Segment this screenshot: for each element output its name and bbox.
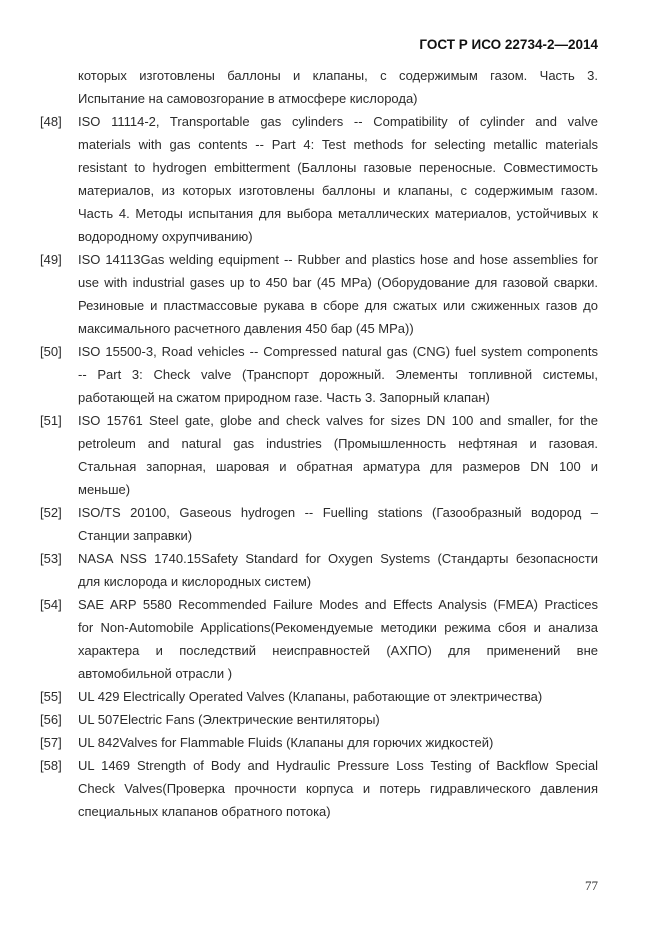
text-line: которых изготовлены баллоны и клапаны, с содержимым газом. Часть 3. (78, 68, 598, 83)
reference-entry (40, 731, 598, 754)
reference-number: [52] (40, 505, 62, 520)
text-line: petroleum and natural gas industries (Промышленность нефтяная и газовая. (78, 436, 598, 451)
reference-entry (40, 501, 598, 547)
reference-number: [50] (40, 344, 62, 359)
reference-text (78, 501, 598, 547)
reference-number: [55] (40, 689, 62, 704)
reference-entry (40, 593, 598, 685)
reference-number: [49] (40, 252, 62, 267)
text-line: NASA NSS 1740.15Safety Standard for Oxygen Systems (Стандарты безопасности (78, 551, 598, 566)
text-line: меньше) (78, 482, 131, 497)
reference-text (78, 340, 598, 409)
continuation-text (78, 64, 598, 110)
reference-text (78, 731, 598, 754)
reference-entry (40, 248, 598, 340)
reference-entry (40, 110, 598, 248)
references-list (40, 64, 598, 823)
text-line: Стальная запорная, шаровая и обратная арматура для размеров DN 100 и (78, 459, 598, 474)
text-line: -- Part 3: Check valve (Транспорт дорожный. Элементы топливной системы, (78, 367, 598, 382)
page-number: 77 (585, 878, 598, 893)
reference-text (78, 685, 598, 708)
reference-text (78, 708, 598, 731)
text-line: характера и последствий неисправностей (АХПО) для применений вне (78, 643, 598, 658)
reference-text (78, 248, 598, 340)
text-line: ISO 11114-2, Transportable gas cylinders -- Compatibility of cylinder and valve (78, 114, 598, 129)
reference-entry (40, 685, 598, 708)
reference-number: [58] (40, 758, 62, 773)
text-line: resistant to hydrogen embitterment (Баллоны газовые переносные. Совместимость (78, 160, 598, 175)
text-line: SAE ARP 5580 Recommended Failure Modes and Effects Analysis (FMEA) Practices (78, 597, 598, 612)
text-line: ISO/TS 20100, Gaseous hydrogen -- Fuelling stations (Газообразный водород – (78, 505, 598, 520)
reference-text (78, 409, 598, 501)
text-line: ISO 14113Gas welding equipment -- Rubber and plastics hose and hose assemblies for (78, 252, 598, 267)
text-line: UL 842Valves for Flammable Fluids (Клапаны для горючих жидкостей) (78, 735, 494, 750)
text-line: водородному охрупчиванию) (78, 229, 253, 244)
reference-number: [57] (40, 735, 62, 750)
text-line: работающей на сжатом природном газе. Часть 3. Запорный клапан) (78, 390, 490, 405)
reference-text (78, 110, 598, 248)
text-line: UL 429 Electrically Operated Valves (Клапаны, работающие от электричества) (78, 689, 543, 704)
reference-number: [56] (40, 712, 62, 727)
reference-text (78, 593, 598, 685)
text-line: автомобильной отрасли ) (78, 666, 233, 681)
text-line: максимального расчетного давления 450 бар (45 MPa)) (78, 321, 414, 336)
text-line: Check Valves(Проверка прочности корпуса и потерь гидравлического давления (78, 781, 598, 796)
document-header: ГОСТ Р ИСО 22734-2—2014 (419, 37, 598, 52)
text-line: Часть 4. Методы испытания для выбора металлических материалов, устойчивых к (78, 206, 598, 221)
text-line: UL 507Electric Fans (Электрические вентиляторы) (78, 712, 380, 727)
text-line: materials with gas contents -- Part 4: Test methods for selecting metallic materials (78, 137, 598, 152)
text-line: ISO 15500-3, Road vehicles -- Compressed natural gas (CNG) fuel system components (78, 344, 598, 359)
text-line: для кислорода и кислородных систем) (78, 574, 312, 589)
text-line: UL 1469 Strength of Body and Hydraulic Pressure Loss Testing of Backflow Special (78, 758, 598, 773)
reference-text (78, 547, 598, 593)
text-line: Станции заправки) (78, 528, 193, 543)
reference-entry (40, 547, 598, 593)
reference-text (78, 754, 598, 823)
text-line: Испытание на самовозгорание в атмосфере кислорода) (78, 91, 418, 106)
reference-number: [51] (40, 413, 62, 428)
reference-number: [53] (40, 551, 62, 566)
reference-entry (40, 708, 598, 731)
reference-number: [48] (40, 114, 62, 129)
reference-entry (40, 340, 598, 409)
text-line: use with industrial gases up to 450 bar (45 MPa) (Оборудование для газовой сварки. (78, 275, 598, 290)
text-line: for Non-Automobile Applications(Рекомендуемые методики режима сбоя и анализа (78, 620, 598, 635)
reference-number: [54] (40, 597, 62, 612)
text-line: материалов, из которых изготовлены баллоны и клапаны, с содержимым газом. (78, 183, 598, 198)
text-line: ISO 15761 Steel gate, globe and check valves for sizes DN 100 and smaller, for the (78, 413, 598, 428)
reference-entry (40, 754, 598, 823)
text-line: специальных клапанов обратного потока) (78, 804, 331, 819)
reference-entry (40, 409, 598, 501)
text-line: Резиновые и пластмассовые рукава в сборе для сжатых или сжиженных газов до (78, 298, 598, 313)
